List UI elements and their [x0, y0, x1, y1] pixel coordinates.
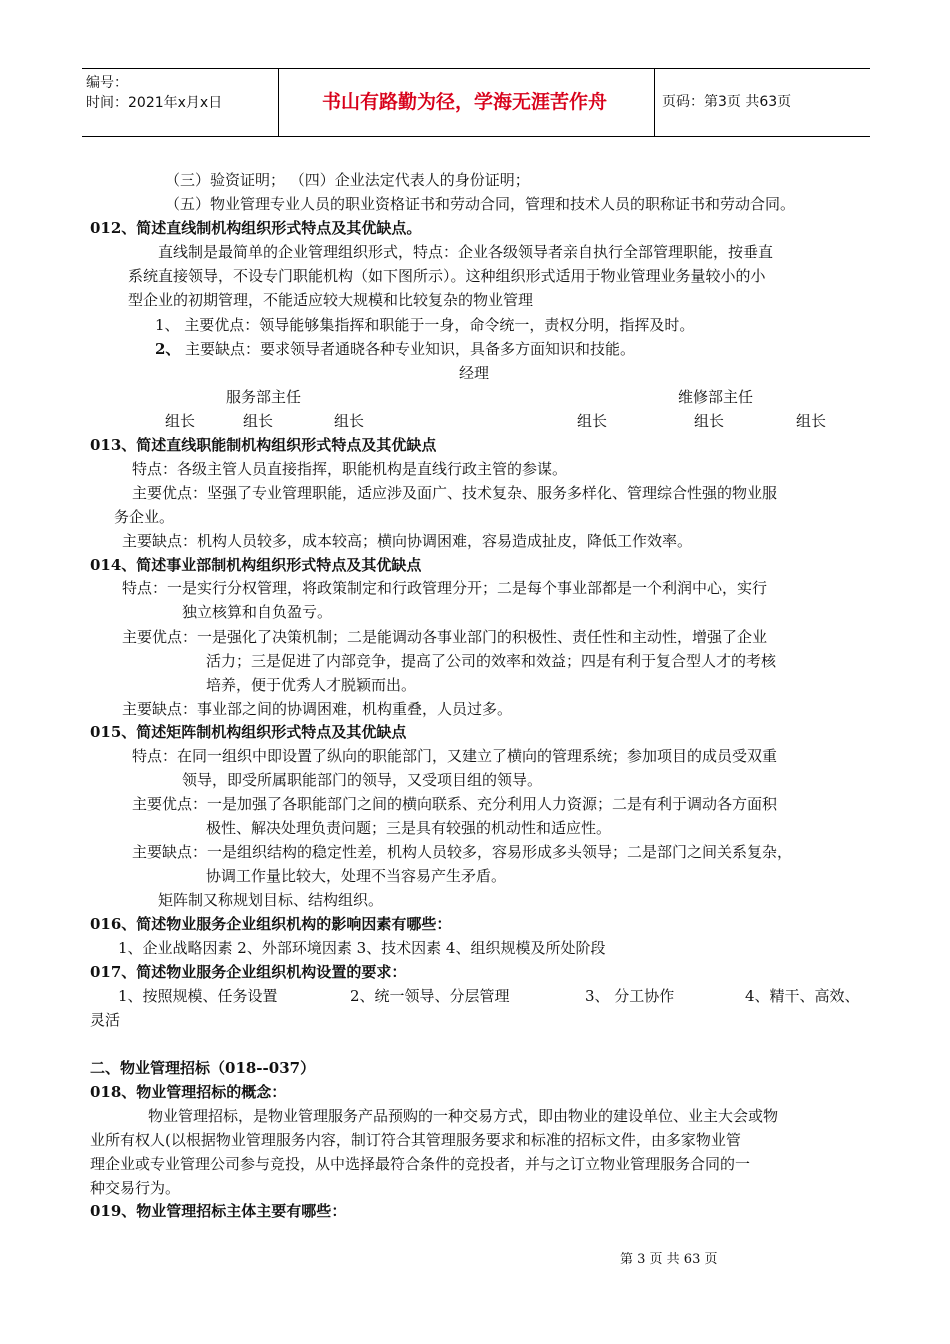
- list-number: 2、: [155, 340, 181, 358]
- org-manager: 经理: [459, 364, 490, 382]
- question-heading: 017、简述物业服务企业组织机构设置的要求：: [90, 963, 407, 981]
- org-team-leader: 组长: [165, 412, 196, 430]
- text-line: 直线制是最简单的企业管理组织形式，特点：企业各级领导者亲自执行全部管理职能，按垂直: [158, 243, 774, 261]
- text-line: 主要缺点：机构人员较多，成本较高；横向协调困难，容易造成扯皮，降低工作效率。: [122, 532, 693, 550]
- header-motto: 书山有路勤为径，学海无涯苦作舟: [321, 91, 607, 113]
- text-item: 1、按照规模、任务设置: [118, 987, 278, 1005]
- org-team-leader: 组长: [334, 412, 365, 430]
- page-footer: 第 3 页 共 63 页: [620, 1252, 718, 1267]
- question-heading: 014、简述事业部制机构组织形式特点及其优缺点: [90, 556, 422, 574]
- header-page-info: 页码：第3页 共63页: [662, 94, 792, 110]
- org-team-leader: 组长: [243, 412, 274, 430]
- text-line: 特点：在同一组织中即设置了纵向的职能部门，又建立了横向的管理系统；参加项目的成员受双重: [132, 747, 778, 765]
- text-line: 灵活: [90, 1011, 121, 1029]
- org-team-leader: 组长: [694, 412, 725, 430]
- org-team-leader: 组长: [577, 412, 608, 430]
- doc-number-label: 编号：: [86, 75, 128, 91]
- text-line: 特点：各级主管人员直接指挥，职能机构是直线行政主管的参谋。: [132, 460, 568, 478]
- text-line: 1、企业战略因素 2、外部环境因素 3、技术因素 4、组织规模及所处阶段: [118, 939, 606, 957]
- text-line: 矩阵制又称规划目标、结构组织。: [158, 891, 384, 909]
- text-line: （三）验资证明； （四）企业法定代表人的身份证明；: [165, 171, 530, 189]
- org-service-head: 服务部主任: [226, 388, 302, 406]
- org-team-leader: 组长: [796, 412, 827, 430]
- text-line: 活力；三是促进了内部竞争，提高了公司的效率和效益；四是有利于复合型人才的考核: [206, 652, 777, 670]
- text-line: 系统直接领导，不设专门职能机构（如下图所示）。这种组织形式适用于物业管理业务量较小的小: [128, 267, 766, 285]
- question-heading: 015、简述矩阵制机构组织形式特点及其优缺点: [90, 723, 407, 741]
- text-line: 型企业的初期管理，不能适应较大规模和比较复杂的物业管理: [128, 291, 534, 309]
- text-line: 种交易行为。: [90, 1179, 181, 1197]
- text-line: 务企业。: [114, 508, 175, 526]
- text-item: 2、统一领导、分层管理: [350, 987, 510, 1005]
- question-heading: 019、物业管理招标主体主要有哪些：: [90, 1202, 347, 1220]
- header-meta: [86, 73, 222, 113]
- text-line: 业所有权人(以根据物业管理服务内容，制订符合其管理服务要求和标准的招标文件，由多家物业管: [90, 1131, 741, 1149]
- section-heading: 二、物业管理招标（018--037）: [90, 1059, 316, 1077]
- text-line: 1、 主要优点：领导能够集指挥和职能于一身，命令统一，责权分明，指挥及时。: [155, 316, 695, 334]
- text-item: 4、精干、高效、: [745, 987, 860, 1005]
- text-item: 3、 分工协作: [585, 987, 675, 1005]
- text-line: 主要缺点：一是组织结构的稳定性差，机构人员较多，容易形成多头领导；二是部门之间关系复杂，: [132, 843, 793, 861]
- text-line: 理企业或专业管理公司参与竞投，从中选择最符合条件的竞投者，并与之订立物业管理服务合同的一: [90, 1155, 751, 1173]
- text-line: 主要优点：坚强了专业管理职能，适应涉及面广、技术复杂、服务多样化、管理综合性强的物业服: [132, 484, 778, 502]
- text-line: 极性、解决处理负责问题；三是具有较强的机动性和适应性。: [206, 819, 612, 837]
- question-heading: 016、简述物业服务企业组织机构的影响因素有哪些：: [90, 915, 452, 933]
- question-heading: 012、简述直线制机构组织形式特点及其优缺点。: [90, 219, 422, 237]
- text-line: 主要缺点：事业部之间的协调困难，机构重叠，人员过多。: [122, 700, 513, 718]
- text-line: 主要缺点：要求领导者通晓各种专业知识，具备多方面知识和技能。: [185, 340, 636, 358]
- page-header: [82, 68, 870, 137]
- header-divider: [654, 69, 655, 136]
- doc-time-label: 时间：2021年x月x日: [86, 95, 223, 111]
- text-line: 独立核算和自负盈亏。: [182, 603, 333, 621]
- text-line: 主要优点：一是加强了各职能部门之间的横向联系、充分利用人力资源；二是有利于调动各方面积: [132, 795, 778, 813]
- question-heading: 013、简述直线职能制机构组织形式特点及其优缺点: [90, 436, 437, 454]
- question-heading: 018、物业管理招标的概念：: [90, 1083, 287, 1101]
- text-line: （五）物业管理专业人员的职业资格证书和劳动合同，管理和技术人员的职称证书和劳动合同。: [165, 195, 796, 213]
- text-line: 协调工作量比较大，处理不当容易产生矛盾。: [206, 867, 507, 885]
- text-line: 主要优点：一是强化了决策机制；二是能调动各事业部门的积极性、责任性和主动性，增强了企业: [122, 628, 768, 646]
- text-line: 领导，即受所属职能部门的领导，又受项目组的领导。: [182, 771, 543, 789]
- org-repair-head: 维修部主任: [678, 388, 754, 406]
- text-line: 培养，便于优秀人才脱颖而出。: [206, 676, 417, 694]
- text-line: 特点：一是实行分权管理，将政策制定和行政管理分开；二是每个事业部都是一个利润中心，实行: [122, 579, 768, 597]
- text-line: 物业管理招标，是物业管理服务产品预购的一种交易方式，即由物业的建设单位、业主大会或物: [148, 1107, 779, 1125]
